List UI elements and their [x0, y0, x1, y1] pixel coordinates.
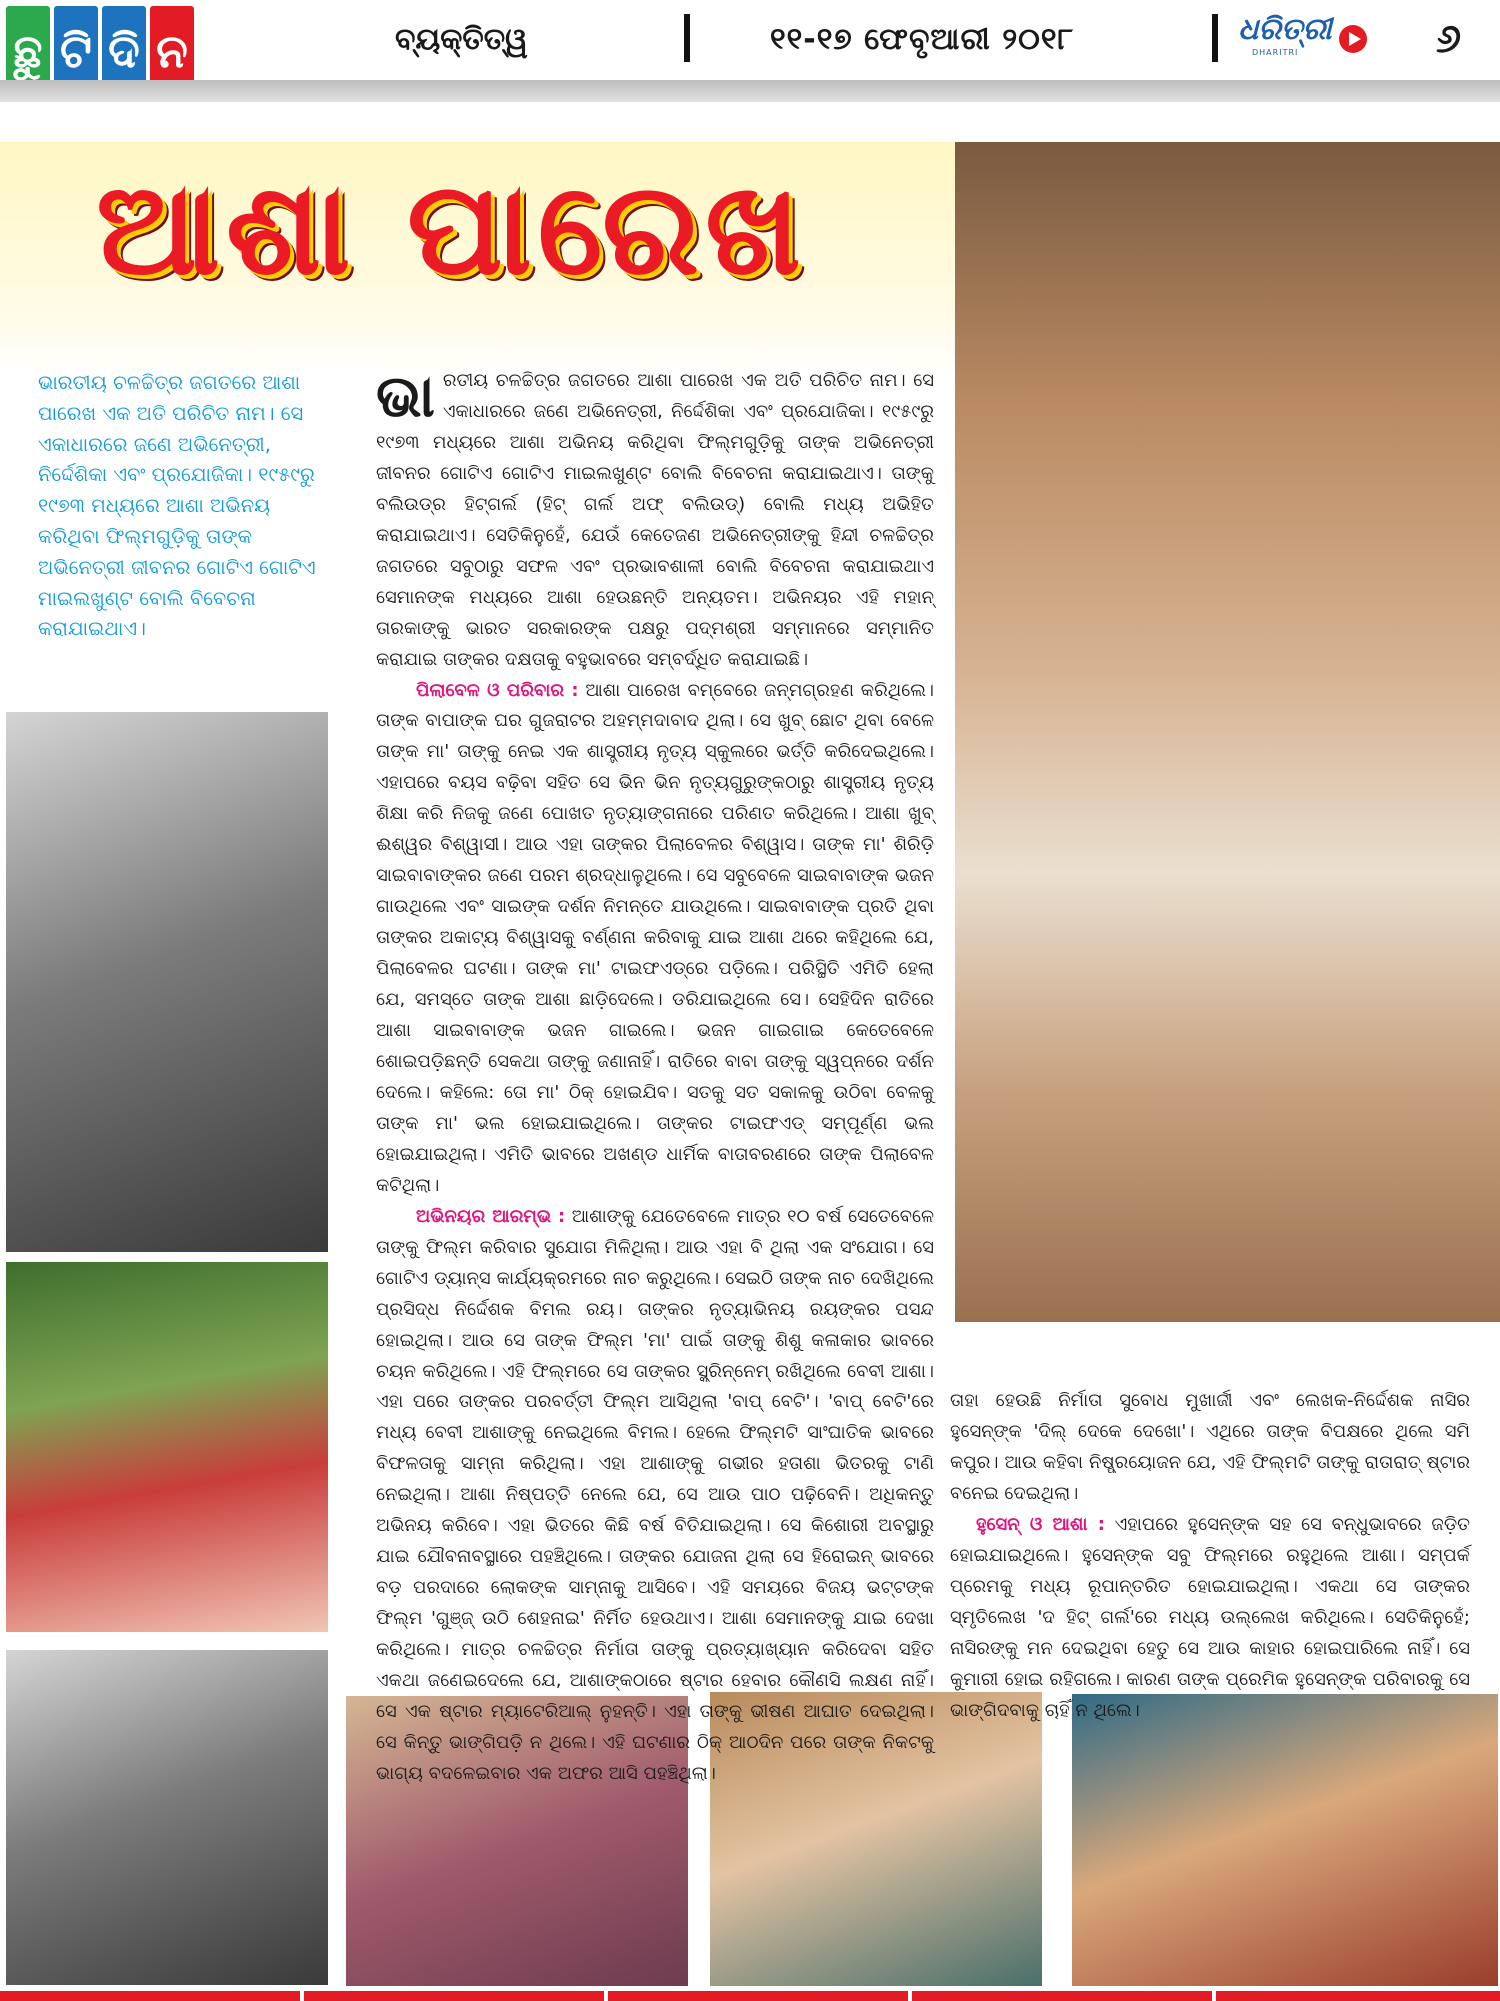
page-header	[0, 0, 1500, 112]
article-intro: ଭାରତୀୟ ଚଳଚ୍ଚିତ୍ର ଜଗତରେ ଆଶା ପାରେଖ ଏକ ଅତି ପରିଚିତ ନାମ। ସେ ଏକାଧାରରେ ଜଣେ ଅଭିନେତ୍ରୀ, ନିର୍ଦ୍ଦେଶିକା ଏବଂ ପ୍ରଯୋଜିକା। ୧୯୫୯ରୁ ୧୯୭୩ ମଧ୍ୟରେ ଆଶା ଅଭିନୟ କରିଥିବା ଫିଲ୍ମଗୁଡ଼ିକୁ ତାଙ୍କ ଅଭିନେତ୍ରୀ ଜୀବନର ଗୋଟିଏ ଗୋଟିଏ ମାଇଲଖୁଣ୍ଟ ବୋଲି ବିବେଚନା କରାଯାଇଥାଏ। ତାଙ୍କୁ ବଲିଉଡ୍‌ର ହିଟ୍‌ଗର୍ଲ (ହିଟ୍ ଗର୍ଲ ଅଫ୍ ବଲିଉଡ୍) ବୋଲି ମଧ୍ୟ ଅଭିହିତ କରାଯାଇଥାଏ। ସେତିକିନୁହେଁ, ଯେଉଁ କେତେଜଣ ଅଭିନେତ୍ରୀଙ୍କୁ ହିନ୍ଦୀ ଚଳଚ୍ଚିତ୍ର ଜଗତରେ ସବୁଠାରୁ ସଫଳ ଏବଂ ପ୍ରଭାବଶାଳୀ ବୋଲି ବିବେଚନା କରାଯାଇଥାଏ ସେମାନଙ୍କ ମଧ୍ୟରେ ଆଶା ହେଉଛନ୍ତି ଅନ୍ୟତମ। ଅଭିନୟର ଏହି ମହାନ୍ ତାରକାଙ୍କୁ ଭାରତ ସରକାରଙ୍କ ପକ୍ଷରୁ ପଦ୍ମଶ୍ରୀ ସମ୍ମାନରେ ସମ୍ମାନିତ କରାଯାଇ ତାଙ୍କର ଦକ୍ଷତାକୁ ବହୁଭାବରେ ସମ୍ବର୍ଦ୍ଧିତ କରାଯାଇଛି।	[376, 362, 934, 670]
film-still-photo	[1072, 1694, 1498, 1986]
header-divider	[1212, 14, 1218, 62]
article-paragraph: ଅଭିନୟର ଆରମ୍ଭ : ଆଶାଙ୍କୁ ଯେତେବେଳେ ମାତ୍ର ୧୦ ବର୍ଷ ସେତେବେଳେ ତାଙ୍କୁ ଫିଲ୍ମ କରିବାର ସୁଯୋଗ ମିଳିଥିଲା। ଆଉ ଏହା ବି ଥିଲା ଏକ ସଂଯୋଗ। ସେ ଗୋଟିଏ ଡ୍ୟାନ୍ସ କାର୍ଯ୍ୟକ୍ରମରେ ନାଚ କରୁଥିଲେ। ସେଇଠି ତାଙ୍କ ନାଚ ଦେଖିଥିଲେ ପ୍ରସିଦ୍ଧ ନିର୍ଦ୍ଦେଶକ ବିମଲ ରୟ। ତାଙ୍କର ନୃତ୍ୟାଭିନୟ ରୟଙ୍କର ପସନ୍ଦ ହୋଇଥିଲା। ଆଉ ସେ ତାଙ୍କ ଫିଲ୍ମ 'ମା' ପାଇଁ ତାଙ୍କୁ ଶିଶୁ କଳାକାର ଭାବରେ ଚୟନ କରିଥିଲେ। ଏହି ଫିଲ୍ମରେ ସେ ତାଙ୍କର ସ୍କ୍ରିନ୍‌ନେମ୍ ରଖିଥିଲେ ବେବୀ ଆଶା। ଏହା ପରେ ତାଙ୍କର ପରବର୍ତ୍ତୀ ଫିଲ୍ମ ଆସିଥିଲା 'ବାପ୍ ବେଟି'। 'ବାପ୍ ବେଟି'ରେ ମଧ୍ୟ ବେବୀ ଆଶାଙ୍କୁ ନେଇଥିଲେ ବିମଲ। ହେଲେ ଫିଲ୍ମଟି ସାଂଘାତିକ ଭାବରେ ବିଫଳତାକୁ ସାମ୍ନା କରିଥିଲା। ଏହା ଆଶାଙ୍କୁ ଗଭୀର ହତାଶା ଭିତରକୁ ଟାଣି ନେଇଥିଲା। ଆଶା ନିଷ୍ପତ୍ତି ନେଲେ ଯେ, ସେ ଆଉ ପାଠ ପଢ଼ିବେନି। ଅଧିକନ୍ତୁ ଅଭିନୟ କରିବେ। ଏହା ଭିତରେ କିଛି ବର୍ଷ ବିତିଯାଇଥିଲା। ସେ କିଶୋରୀ ଅବସ୍ଥାରୁ ଯାଇ ଯୌବନାବସ୍ଥାରେ ପହଞ୍ଚିଥିଲେ। ତାଙ୍କର ଯୋଜନା ଥିଲା ସେ ହିରୋଇନ୍ ଭାବରେ ବଡ଼ ପରଦାରେ ଲୋକଙ୍କ ସାମ୍ନାକୁ ଆସିବେ। ଏହି ସମୟରେ ବିଜୟ ଭଟ୍ଟଙ୍କ ଫିଲ୍ମ 'ଗୁଞ୍ଜ୍ ଉଠି ଶେହନାଇ' ନିର୍ମିତ ହେଉଥାଏ। ଆଶା ସେମାନଙ୍କୁ ଯାଇ ଦେଖା କରିଥିଲେ। ମାତ୍ର ଚଳଚ୍ଚିତ୍ର ନିର୍ମାତା ତାଙ୍କୁ ପ୍ରତ୍ୟାଖ୍ୟାନ କରିଦେବା ସହିତ ଏକଥା ଜଣେଇଦେଲେ ଯେ, ଆଶାଙ୍କଠାରେ ଷ୍ଟାର ହେବାର କୌଣସି ଲକ୍ଷଣ ନାହିଁ। ସେ ଏକ ଷ୍ଟାର ମ୍ୟାଟେରିଆଲ୍ ନୁହନ୍ତି। ଏହା ତାଙ୍କୁ ଭୀଷଣ ଆଘାତ ଦେଇଥିଲା। ସେ କିନ୍ତୁ ଭାଙ୍ଗିପଡ଼ି ନ ଥିଲେ। ଏହି ଘଟଣାର ଠିକ୍ ଆଠଦିନ ପରେ ତାଙ୍କ ନିକଟକୁ ଭାଗ୍ୟ ବଦଳେଇବାର ଏକ ଅଫର ଆସି ପହଞ୍ଚିଥିଲା।	[376, 1205, 934, 1784]
bw-saree-photo	[6, 712, 328, 1252]
brand-name: ଧରିତ୍ରୀ	[1238, 12, 1332, 47]
hero-portrait-photo	[955, 142, 1500, 1322]
sidebar-summary: ଭାରତୀୟ ଚଳଚ୍ଚିତ୍ର ଜଗତରେ ଆଶା ପାରେଖ ଏକ ଅତି ପରିଚିତ ନାମ। ସେ ଏକାଧାରରେ ଜଣେ ଅଭିନେତ୍ରୀ, ନିର୍ଦ୍ଦେଶିକା ଏବଂ ପ୍ରଯୋଜିକା। ୧୯୫୯ରୁ ୧୯୭୩ ମଧ୍ୟରେ ଆଶା ଅଭିନୟ କରିଥିବା ଫିଲ୍ମଗୁଡ଼ିକୁ ତାଙ୍କ ଅଭିନେତ୍ରୀ ଜୀବନର ଗୋଟିଏ ଗୋଟିଏ ମାଇଲଖୁଣ୍ଟ ବୋଲି ବିବେଚନା କରାଯାଇଥାଏ।	[38, 371, 316, 641]
subheading: ଅଭିନୟର ଆରମ୍ଭ :	[416, 1205, 566, 1227]
article-paragraph: ହୁସେନ୍ ଓ ଆଶା : ଏହାପରେ ହୁସେନ୍‌ଙ୍କ ସହ ସେ ବନ୍ଧୁଭାବରେ ଜଡ଼ିତ ହୋଇଯାଇଥିଲେ। ହୁସେନ୍‌ଙ୍କ ସବୁ ଫିଲ୍ମରେ ରହୁଥିଲେ ଆଶା। ସମ୍ପର୍କ ପ୍ରେମକୁ ମଧ୍ୟ ରୂପାନ୍ତରିତ ହୋଇଯାଇଥିଲା। ଏକଥା ସେ ତାଙ୍କର ସ୍ମୃତିଲେଖ 'ଦ ହିଟ୍ ଗର୍ଲ'ରେ ମଧ୍ୟ ଉଲ୍ଲେଖ କରିଥିଲେ। ସେତିକିନୁହେଁ; ନାସିରଙ୍କୁ ମନ ଦେଇଥିବା ହେତୁ ସେ ଆଉ କାହାର ହୋଇପାରିଲେ ନାହିଁ। ସେ କୁମାରୀ ହୋଇ ରହିଗଲେ। କାରଣ ତାଙ୍କ ପ୍ରେମିକ ହୁସେନ୍‌ଙ୍କ ପରିବାରକୁ ସେ ଭାଙ୍ଗିଦବାକୁ ଚାହିଁ ନ ଥିଲେ।	[950, 1513, 1470, 1721]
article-paragraph: ପିଲାବେଳ ଓ ପରିବାର : ଆଶା ପାରେଖ ବମ୍ବେରେ ଜନ୍ମଗ୍ରହଣ କରିଥିଲେ। ତାଙ୍କ ବାପାଙ୍କ ଘର ଗୁଜରାଟର ଅହମ୍ମଦାବାଦ ଥିଲା। ସେ ଖୁବ୍ ଛୋଟ ଥିବା ବେଳେ ତାଙ୍କ ମା' ତାଙ୍କୁ ନେଇ ଏକ ଶାସ୍ତ୍ରୀୟ ନୃତ୍ୟ ସ୍କୁଲରେ ଭର୍ତ୍ତି କରିଦେଇଥିଲେ। ଏହାପରେ ବୟସ ବଢ଼ିବା ସହିତ ସେ ଭିନ ଭିନ ନୃତ୍ୟଗୁରୁଙ୍କଠାରୁ ଶାସ୍ତ୍ରୀୟ ନୃତ୍ୟ ଶିକ୍ଷା କରି ନିଜକୁ ଜଣେ ପୋଖତ ନୃତ୍ୟାଙ୍ଗନାରେ ପରିଣତ କରିଥିଲେ। ଆଶା ଖୁବ୍ ଈଶ୍ୱର ବିଶ୍ୱାସୀ। ଆଉ ଏହା ତାଙ୍କର ପିଲାବେଳର ବିଶ୍ୱାସ। ତାଙ୍କ ମା' ଶିରିଡ଼ି ସାଇବାବାଙ୍କର ଜଣେ ପରମ ଶ୍ରଦ୍ଧାଳୁଥିଲେ। ସେ ସବୁବେଳେ ସାଇବାବାଙ୍କ ଭଜନ ଗାଉଥିଲେ ଏବଂ ସାଇଙ୍କ ଦର୍ଶନ ନିମନ୍ତେ ଯାଉଥିଲେ। ସାଇବାବାଙ୍କ ପ୍ରତି ଥିବା ତାଙ୍କର ଅକାଟ୍ୟ ବିଶ୍ୱାସକୁ ବର୍ଣ୍ଣନା କରିବାକୁ ଯାଇ ଆଶା ଥରେ କହିଥିଲେ ଯେ, ପିଲାବେଳର ଘଟଣା। ତାଙ୍କ ମା' ଟାଇଫଏଡ୍‌ରେ ପଡ଼ିଲେ। ପରିସ୍ଥିତି ଏମିତି ହେଲା ଯେ, ସମସ୍ତେ ତାଙ୍କ ଆଶା ଛାଡ଼ିଦେଲେ। ଡରିଯାଇଥିଲେ ସେ। ସେହିଦିନ ରାତିରେ ଆଶା ସାଇବାବାଙ୍କ ଭଜନ ଗାଇଲେ। ଭଜନ ଗାଇଗାଇ କେତେବେଳେ ଶୋଇପଡ଼ିଛନ୍ତି ସେକଥା ତାଙ୍କୁ ଜଣାନାହିଁ। ରାତିରେ ବାବା ତାଙ୍କୁ ସ୍ୱପ୍ନରେ ଦର୍ଶନ ଦେଲେ। କହିଲେ: ତୋ ମା' ଠିକ୍ ହୋଇଯିବ। ସତକୁ ସତ ସକାଳକୁ ଉଠିବା ବେଳକୁ ତାଙ୍କ ମା' ଭଲ ହୋଇଯାଇଥିଲେ। ତାଙ୍କର ଟାଇଫଏଡ୍ ସମ୍ପୂର୍ଣ୍ଣ ଭଲ ହୋଇଯାଇଥିଲା। ଏମିତି ଭାବରେ ଅଖଣ୍ଡ ଧାର୍ମିକ ବାତାବରଣରେ ତାଙ୍କ ପିଲାବେଳ କଟିଥିଲା।	[376, 679, 934, 1196]
page-number: ୬	[1436, 16, 1462, 62]
film-still-photo	[6, 1262, 328, 1632]
article-continuation	[950, 1386, 1470, 1726]
brand-subtitle: DHARITRI	[1252, 48, 1299, 57]
drop-cap: ଭା	[376, 362, 435, 430]
play-icon	[1338, 24, 1368, 54]
subheading: ହୁସେନ୍ ଓ ଆଶା :	[976, 1513, 1105, 1535]
section-label: ବ୍ୟକ୍ତିତ୍ୱ	[395, 22, 528, 57]
article-title: ଆଶା ପାରେଖ	[96, 155, 807, 304]
article-paragraph: ତାହା ହେଉଛି ନିର୍ମାତା ସୁବୋଧ ମୁଖାର୍ଜୀ ଏବଂ ଲେଖକ-ନିର୍ଦ୍ଦେଶକ ନାସିର ହୁସେନ୍‌ଙ୍କ 'ଦିଲ୍ ଦେକେ ଦେଖୋ'। ଏଥିରେ ତାଙ୍କ ବିପକ୍ଷରେ ଥିଲେ ସମି କପୁର। ଆଉ କହିବା ନିଷ୍ପ୍ରୟୋଜନ ଯେ, ଏହି ଫିଲ୍ମଟି ତାଙ୍କୁ ରାତାରାତ୍ ଷ୍ଟାର ବନେଇ ଦେଇଥିଲା।	[950, 1390, 1470, 1504]
logo-letter-2: ଟି	[54, 6, 98, 98]
header-band	[0, 80, 1500, 102]
logo-letter-1: ଛୁ	[6, 6, 50, 98]
header-divider	[684, 14, 690, 62]
logo-letter-4: ନ	[150, 6, 194, 98]
logo-letter-3: ଦି	[102, 6, 146, 98]
issue-date: ୧୧-୧୭ ଫେବୃଆରୀ ୨୦୧୮	[770, 22, 1075, 57]
subheading: ପିଲାବେଳ ଓ ପରିବାର :	[416, 679, 579, 701]
footer-band	[0, 1991, 1500, 2001]
article-body	[376, 362, 934, 1790]
bw-film-still-photo	[6, 1650, 328, 1985]
